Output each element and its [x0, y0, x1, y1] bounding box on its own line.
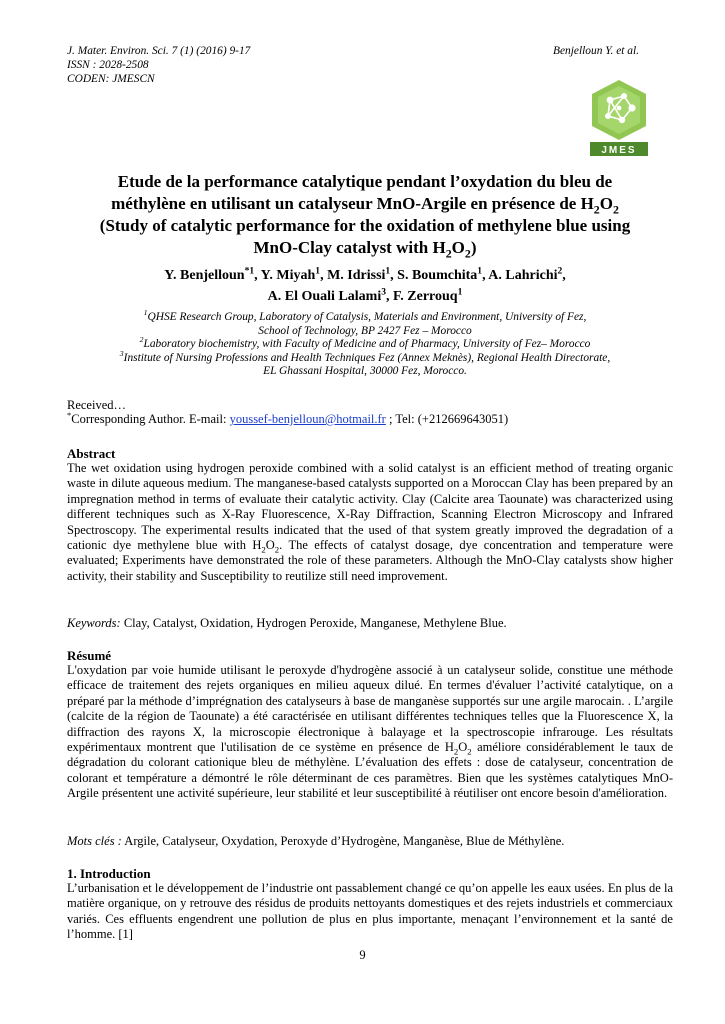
author: M. Idrissi$^1$,: [327, 266, 398, 283]
abstract-body: The wet oxidation using hydrogen peroxide combined with a solid catalyst is an efficient method of treating organic waste in dilute aqueous medium. The manganese-based catalysts supported on a Moroccan Clay has been prepared by an impregnation method in terms of evaluate their catalytic activity. Clay (Calcite area Taounate) was characterized using different techniques such as X-Ray Fluorescence, X-Ray Diffraction, Scanning Electron Microscopy and Infrared Spectroscopy. The experimental results indicated that the used of that system greatly improved the degradation of a cationic dye methylene blue with $H_2O_2$. The effects of catalyst dosage, dye concentration and temperature were evaluated; Experiments have demonstrated the role of these parameters. Although the MnO-Clay catalysts show higher activity, their stability and Susceptibility to reutilize still need improvement.: [67, 461, 673, 583]
title-en-line2: MnO-Clay catalyst with $H_2O_2$): [253, 238, 477, 261]
title-fr-line2: méthylène en utilisant un catalyseur MnO-Argile en présence de $H_2O_2$: [111, 194, 619, 217]
affiliation-1: $^1$QHSE Research Group, Laboratory of Catalysis, Materials and Environment, University of Fez,: [143, 308, 587, 323]
authors-line1: [60, 265, 670, 286]
affiliations: [60, 308, 670, 379]
authors-line2: [60, 286, 670, 307]
journal-citation: J. Mater. Environ. Sci. 7 (1) (2016) 9-17: [67, 45, 251, 57]
author: A. El Ouali Lalami$^3$,: [267, 287, 393, 304]
author: Y. Benjelloun$^{*1}$,: [164, 266, 261, 283]
author-list: [60, 265, 670, 307]
email-link[interactable]: youssef-benjelloun@hotmail.fr: [229, 412, 386, 426]
abstract-heading: Abstract: [67, 446, 116, 461]
author: F. Zerrouq$^1$: [393, 287, 463, 304]
affiliation-3-cont: EL Ghassani Hospital, 30000 Fez, Morocco.: [263, 365, 467, 378]
introduction-heading: 1. Introduction: [67, 866, 151, 881]
journal-issn: ISSN : 2028-2508: [67, 59, 149, 71]
introduction-body: L’urbanisation et le développement de l’industrie ont passablement changé ce qu’on appelle les eaux usées. En plus de la matière organique, on y retrouve des résidus de produits nettoyants domestiques et des rejets industriels et commerciaux variés. Ces effluents engendrent une pollution de plus en plus importante, menaçant l’environnement et la santé de l’homme. [1]: [67, 881, 673, 942]
author: Y. Miyah$^1$,: [260, 266, 328, 283]
resume-heading: Résumé: [67, 648, 112, 663]
author: A. Lahrichi$^2$,: [488, 266, 566, 283]
page-number: 9: [359, 948, 366, 962]
received-date: Received…: [67, 398, 127, 412]
journal-coden: CODEN: JMESCN: [67, 73, 155, 85]
resume-body: L'oxydation par voie humide utilisant le peroxyde d'hydrogène associé à un catalyseur solide, constitue une méthode efficace de traitement des rejets organiques en milieu aqueux dilué. En termes d'évaluer l’activité catalytique, on a préparé par la méthode d’imprégnation des catalyseurs à base de manganèse supportés sur une argile marocain. . L’argile (calcite de la région de Taounate) a été caractérisée en utilisant différentes techniques telles que la Fluorescence X, la diffraction des rayons X, la microscopie électronique à balayage et la spectroscopie infrarouge. Les résultats expérimentaux montrent que l'utilisation de ce système en présence de $H_2O_2$ améliore considérablement le taux de dégradation du colorant cationique bleu de méthylène. L’évaluation des effets : dose de catalyseur, concentration de colorant et température a démontré le rôle déterminant de ces paramètres. Bien que les systèmes catalytiques MnO-Argile présentent une activité supérieure, leur stabilité et leur susceptibilité à réutiliser ont encore besoin d'amélioration.: [67, 663, 673, 801]
keywords: Keywords: Clay, Catalyst, Oxidation, Hydrogen Peroxide, Manganese, Methylene Blue.: [67, 616, 507, 630]
journal-header: [67, 44, 250, 86]
jmes-logo: [588, 78, 650, 158]
logo-text: JMES: [601, 145, 637, 156]
title-fr-line1: Etude de la performance catalytique pendant l’oxydation du bleu de: [117, 172, 613, 191]
corresponding-author: *Corresponding Author. E-mail: youssef-benjelloun@hotmail.fr ; Tel: (+212669643051): [67, 409, 509, 426]
running-author: Benjelloun Y. et al.: [553, 45, 639, 57]
author: S. Boumchita$^1$,: [397, 266, 489, 283]
paper-title: [60, 171, 670, 259]
affiliation-2: $^2$Laboratory biochemistry, with Faculty of Medicine and of Pharmacy, University of Fez– Morocco: [139, 335, 591, 351]
affiliation-3: $^3$Institute of Nursing Professions and Health Techniques Fez (Annex Meknès), Regional Health Directorate,: [119, 348, 611, 364]
title-en-line1: (Study of catalytic performance for the oxidation of methylene blue using: [99, 216, 631, 235]
mots-cles: Mots clés : Argile, Catalyseur, Oxydation, Peroxyde d’Hydrogène, Manganèse, Blue de Méthylène.: [67, 834, 565, 848]
affiliation-1-cont: School of Technology, BP 2427 Fez – Morocco: [258, 324, 472, 337]
